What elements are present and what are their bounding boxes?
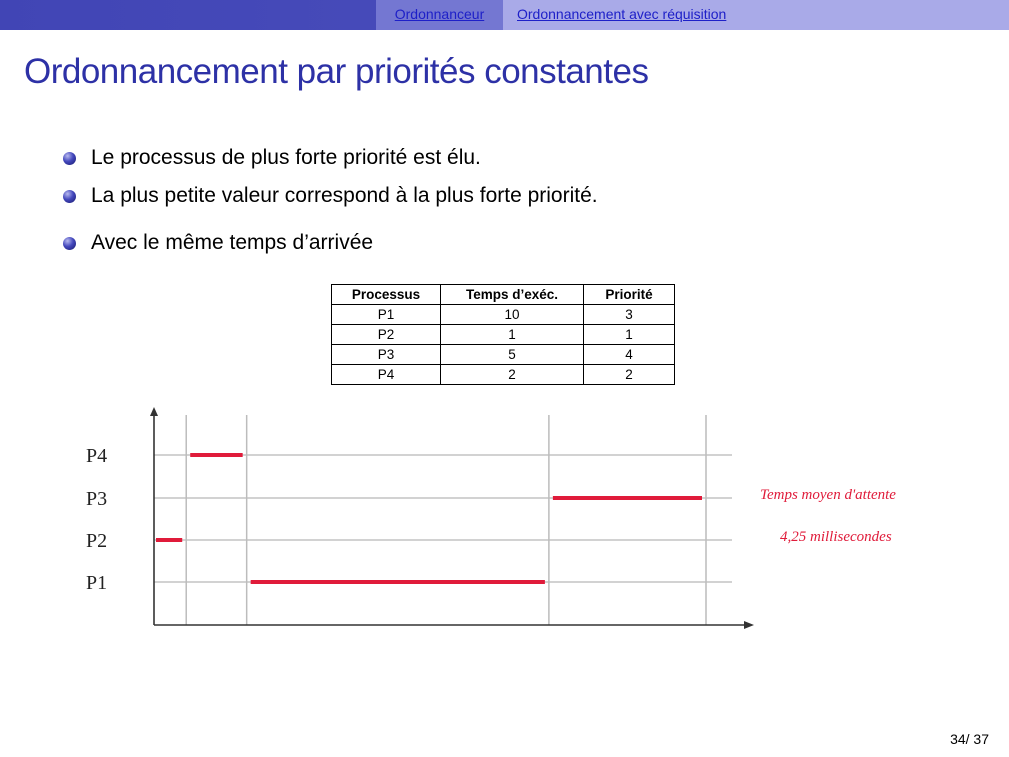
column-header: Processus: [332, 285, 441, 305]
table-row: [332, 345, 675, 365]
process-table: [331, 284, 675, 385]
bullet-text: Avec le même temps d’arrivée: [91, 231, 374, 254]
table-cell: 2: [584, 365, 675, 385]
bullet-text: La plus petite valeur correspond à la plus forte priorité.: [91, 184, 598, 207]
table-cell: 1: [441, 325, 584, 345]
row-label-p4: P4: [86, 445, 108, 467]
table-cell: 3: [584, 305, 675, 325]
bullet-text: Le processus de plus forte priorité est élu.: [91, 146, 481, 169]
x-axis-arrow: [744, 621, 754, 629]
row-label-p3: P3: [86, 488, 108, 510]
table-row: [332, 305, 675, 325]
bullet-icon: [63, 152, 76, 165]
row-label-p1: P1: [86, 572, 108, 594]
annotation-average-wait-value: 4,25 millisecondes: [780, 529, 892, 545]
annotation-average-wait-label: Temps moyen d'attente: [760, 487, 896, 503]
column-header: Temps d’exéc.: [441, 285, 584, 305]
table-cell: P3: [332, 345, 441, 365]
table-header-row: [332, 285, 675, 305]
bullet-icon: [63, 190, 76, 203]
table-cell: 4: [584, 345, 675, 365]
table-cell: P1: [332, 305, 441, 325]
table-cell: 10: [441, 305, 584, 325]
table-cell: P2: [332, 325, 441, 345]
table-cell: 5: [441, 345, 584, 365]
nav-link-ordonnanceur[interactable]: Ordonnanceur: [376, 0, 503, 30]
nav-link-ordonnancement-avec-requisition[interactable]: Ordonnancement avec réquisition: [503, 0, 1009, 30]
bullet-icon: [63, 237, 76, 250]
table-row: [332, 325, 675, 345]
table-cell: 2: [441, 365, 584, 385]
gantt-chart: [0, 395, 1009, 640]
table-row: [332, 365, 675, 385]
y-axis-arrow: [150, 407, 158, 416]
table-cell: P4: [332, 365, 441, 385]
slide-title: Ordonnancement par priorités constantes: [24, 52, 649, 91]
table-cell: 1: [584, 325, 675, 345]
page-number: 34/ 37: [950, 731, 989, 747]
column-header: Priorité: [584, 285, 675, 305]
navigation-bar: [0, 0, 1009, 30]
row-label-p2: P2: [86, 530, 108, 552]
